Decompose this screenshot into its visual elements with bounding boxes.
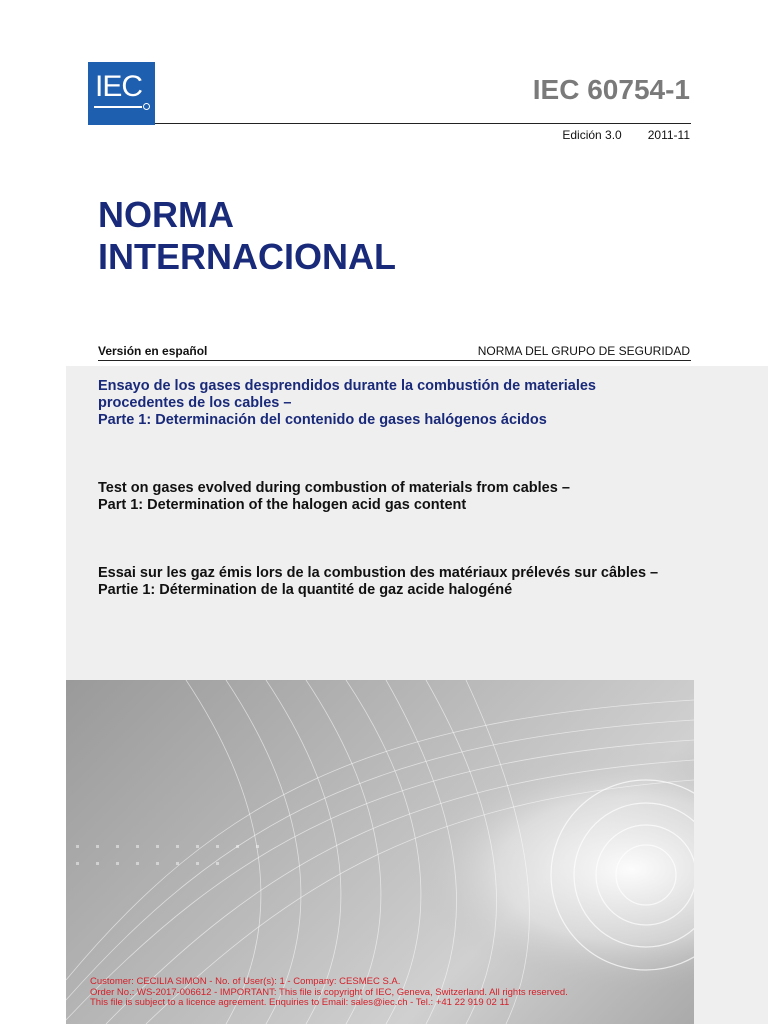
title-line-1: NORMA — [98, 194, 234, 235]
spanish-title-line-2: procedentes de los cables – — [98, 395, 292, 411]
notice-line-1: Customer: CECILIA SIMON - No. of User(s): 1 - Company: CESMEC S.A. — [90, 976, 401, 987]
group-label: NORMA DEL GRUPO DE SEGURIDAD — [477, 344, 690, 358]
logo-rule — [94, 106, 142, 108]
cover-graphic — [66, 680, 694, 1024]
edition-info — [562, 128, 690, 142]
document-id: IEC 60754-1 — [532, 74, 690, 105]
edition-date: 2011-11 — [647, 128, 690, 142]
spanish-title-line-3: Parte 1: Determinación del contenido de gases halógenos ácidos — [98, 412, 547, 428]
english-title — [98, 480, 570, 514]
subheader-divider — [98, 360, 691, 361]
logo-registered-mark — [143, 103, 150, 110]
french-title-line-2: Partie 1: Détermination de la quantité de gaz acide halogéné — [98, 582, 513, 598]
spanish-title-line-1: Ensayo de los gases desprendidos durante la combustión de materiales — [98, 378, 596, 394]
page-title — [98, 194, 658, 278]
iec-logo — [88, 62, 155, 125]
french-title — [98, 565, 658, 599]
edition-number: Edición 3.0 — [562, 128, 622, 142]
english-title-line-1: Test on gases evolved during combustion of materials from cables – — [98, 480, 570, 496]
title-line-2: INTERNACIONAL — [98, 236, 396, 277]
abstract-curves-image — [66, 680, 694, 1024]
french-title-line-1: Essai sur les gaz émis lors de la combustion des matériaux prélevés sur câbles – — [98, 565, 659, 581]
spanish-title — [98, 378, 596, 429]
license-notice — [90, 977, 568, 1009]
version-label: Versión en español — [98, 344, 208, 358]
notice-line-2: Order No.: WS-2017-006612 - IMPORTANT: This file is copyright of IEC, Geneva, Switzerland. All rights reserved. — [90, 986, 568, 998]
header-divider — [155, 123, 691, 124]
english-title-line-2: Part 1: Determination of the halogen acid gas content — [98, 497, 467, 513]
notice-line-3: This file is subject to a licence agreement. Enquiries to Email: sales@iec.ch - Tel.: +41 22 919 02 11 — [90, 997, 510, 1008]
logo-text: IEC — [95, 70, 143, 103]
